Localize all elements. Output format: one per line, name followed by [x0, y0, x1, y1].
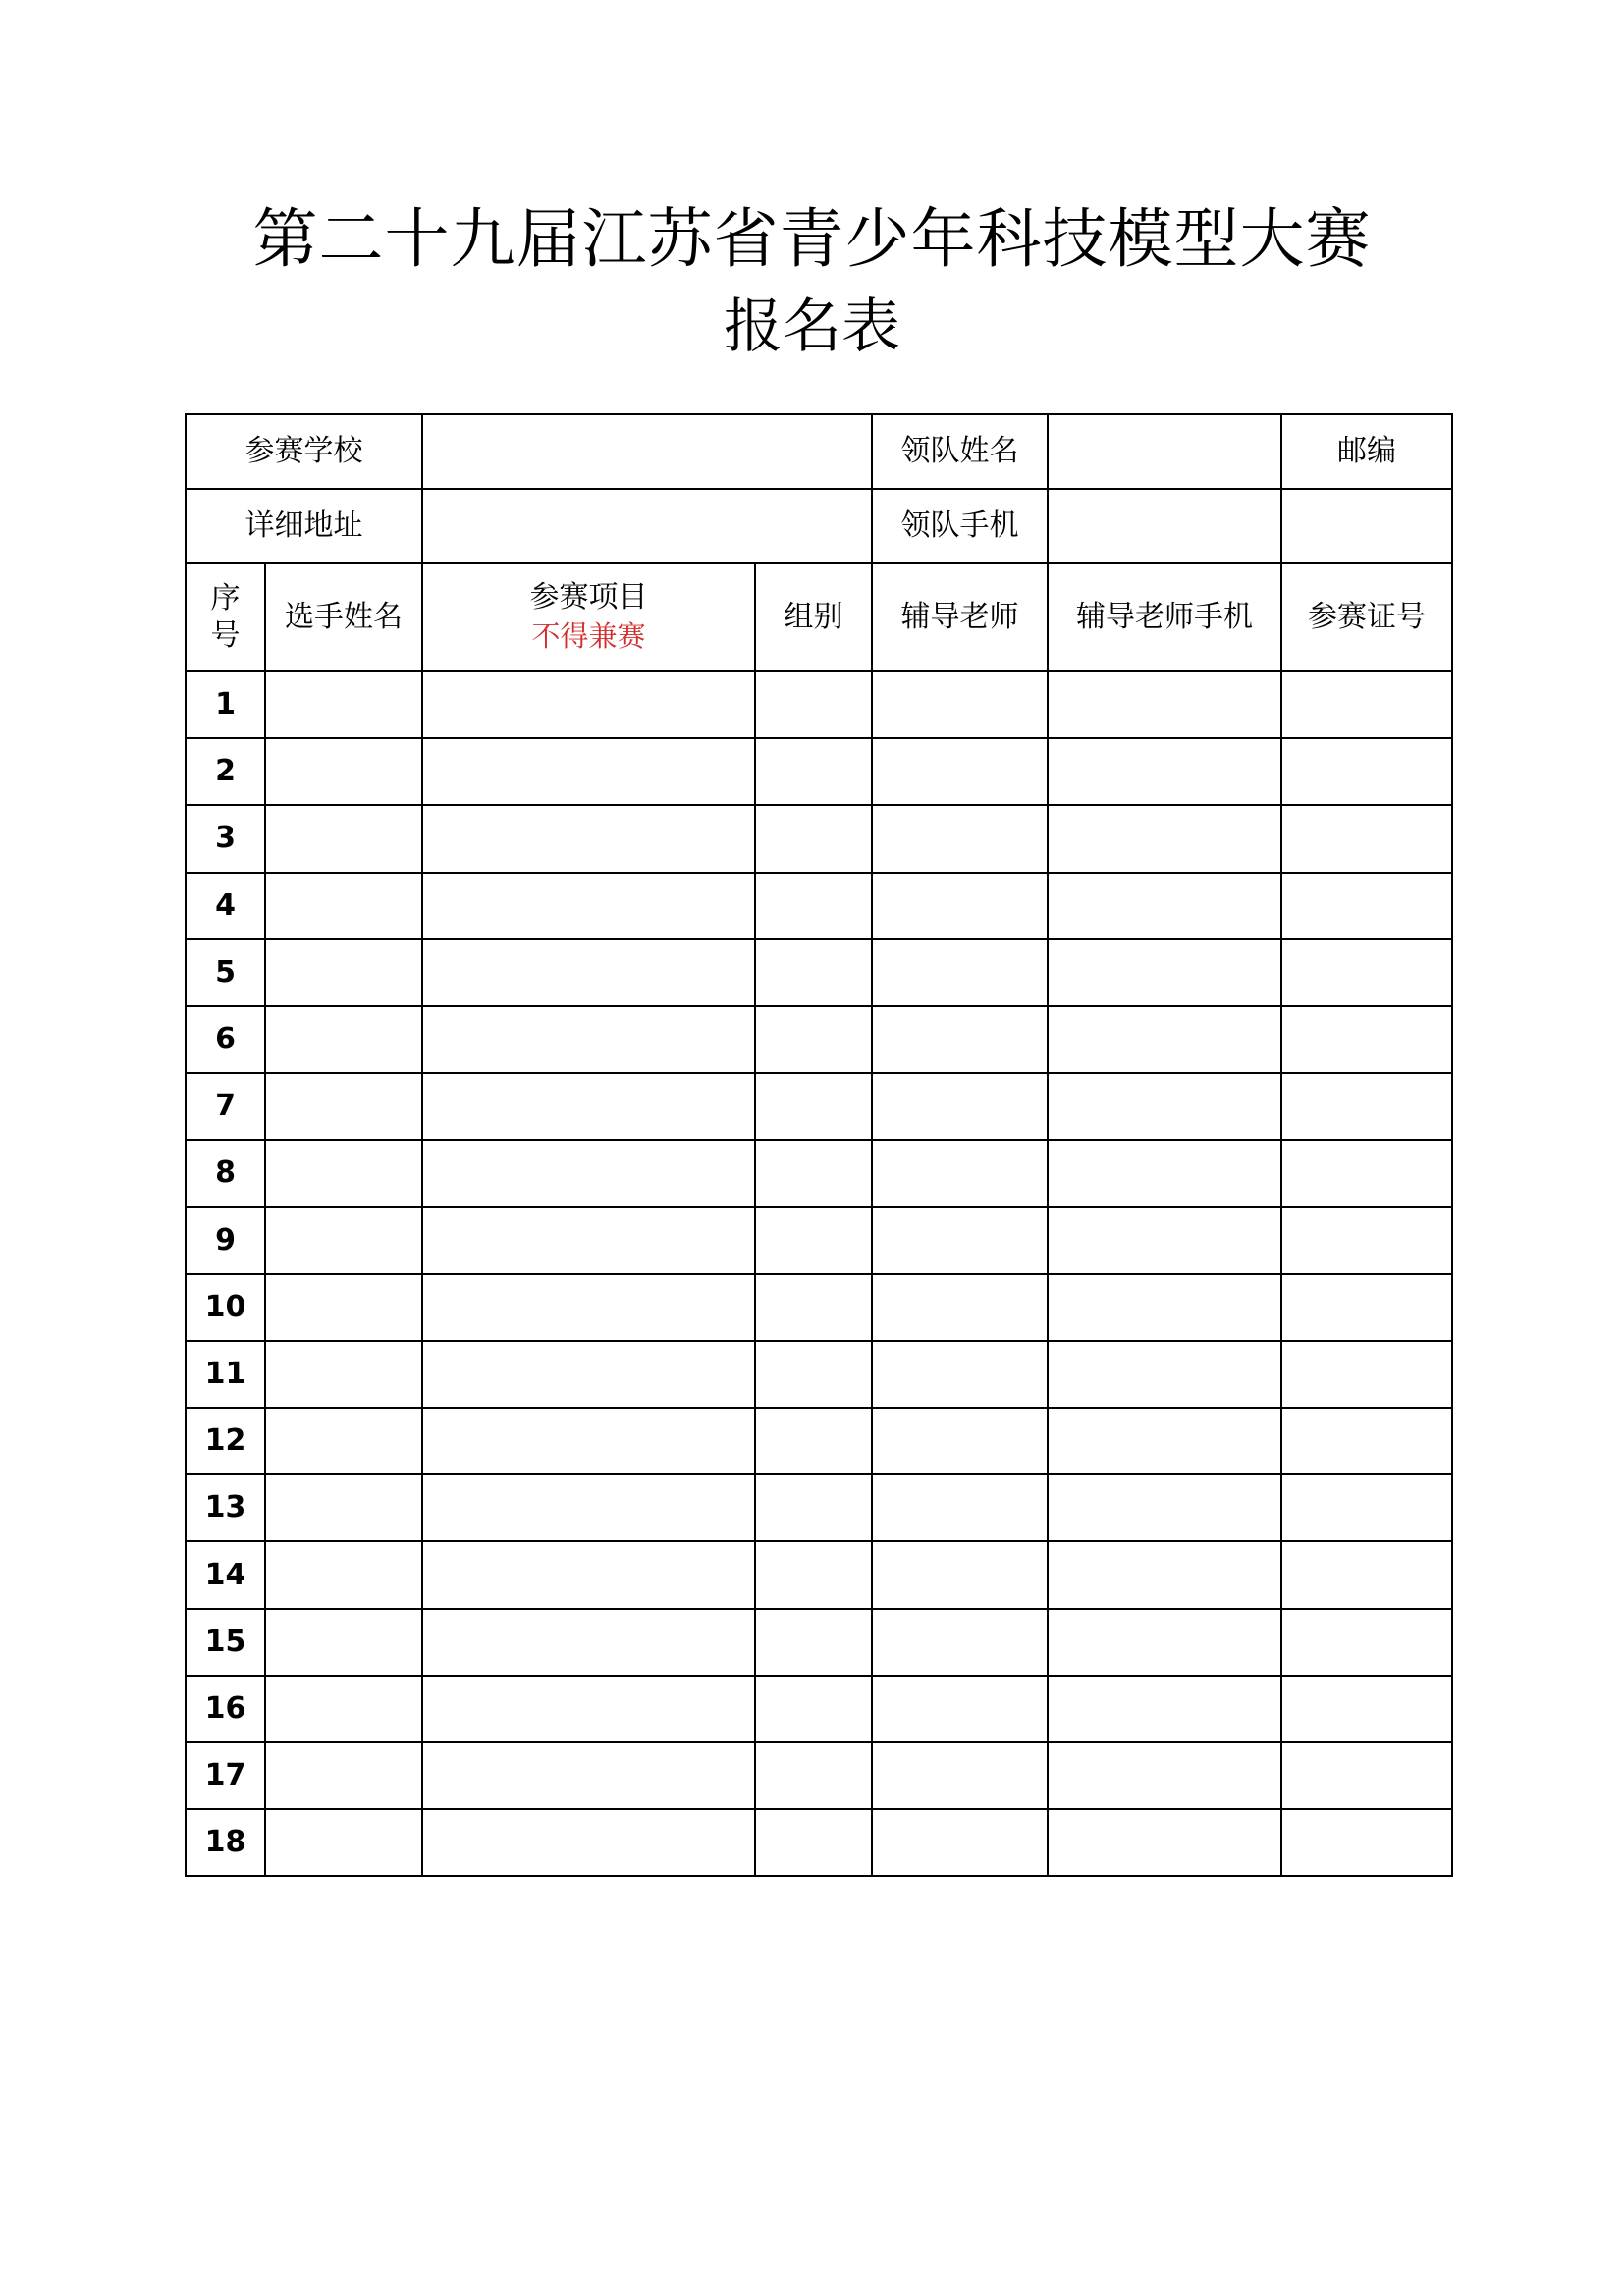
form-subtitle: 报名表	[724, 293, 900, 361]
postcode-label: 邮编	[1281, 414, 1452, 489]
row-number: 11	[186, 1341, 265, 1408]
teacher-cell[interactable]	[872, 1006, 1048, 1073]
teacher-cell[interactable]	[872, 671, 1048, 738]
entry-rows	[186, 671, 1452, 1876]
group-cell[interactable]	[755, 873, 872, 939]
info-row-school	[186, 414, 1452, 489]
entry-id-cell[interactable]	[1281, 1341, 1452, 1408]
row-number: 5	[186, 939, 265, 1006]
teacher-cell[interactable]	[872, 1341, 1048, 1408]
teacher-phone-header: 辅导老师手机	[1048, 563, 1281, 671]
teacher-phone-cell[interactable]	[1048, 1341, 1281, 1408]
event-cell[interactable]	[422, 1140, 755, 1206]
teacher-phone-cell[interactable]	[1048, 738, 1281, 805]
event-cell[interactable]	[422, 1809, 755, 1876]
leader-name-field[interactable]	[1048, 414, 1281, 489]
entry-id-cell[interactable]	[1281, 1073, 1452, 1140]
teacher-cell[interactable]	[872, 1609, 1048, 1676]
teacher-cell[interactable]	[872, 738, 1048, 805]
teacher-phone-cell[interactable]	[1048, 1474, 1281, 1541]
row-number: 3	[186, 805, 265, 872]
entry-id-cell[interactable]	[1281, 939, 1452, 1006]
teacher-phone-cell[interactable]	[1048, 1140, 1281, 1206]
table-row	[186, 1207, 1452, 1274]
teacher-phone-cell[interactable]	[1048, 873, 1281, 939]
player-name-header: 选手姓名	[265, 563, 422, 671]
teacher-header: 辅导老师	[872, 563, 1048, 671]
teacher-phone-cell[interactable]	[1048, 671, 1281, 738]
table-row	[186, 1274, 1452, 1341]
teacher-cell[interactable]	[872, 1742, 1048, 1809]
teacher-cell[interactable]	[872, 939, 1048, 1006]
table-row	[186, 1609, 1452, 1676]
event-header-note: 不得兼赛	[531, 619, 646, 653]
postcode-field[interactable]	[1281, 489, 1452, 563]
teacher-cell[interactable]	[872, 1809, 1048, 1876]
player-name-cell[interactable]	[265, 1207, 422, 1274]
table-row	[186, 1073, 1452, 1140]
event-cell[interactable]	[422, 1341, 755, 1408]
row-number: 18	[186, 1809, 265, 1876]
event-cell[interactable]	[422, 1006, 755, 1073]
event-cell[interactable]	[422, 1274, 755, 1341]
entry-id-cell[interactable]	[1281, 1809, 1452, 1876]
group-cell[interactable]	[755, 1073, 872, 1140]
row-number: 13	[186, 1474, 265, 1541]
table-row	[186, 873, 1452, 939]
group-cell[interactable]	[755, 1408, 872, 1474]
group-cell[interactable]	[755, 671, 872, 738]
teacher-phone-cell[interactable]	[1048, 939, 1281, 1006]
player-name-cell[interactable]	[265, 805, 422, 872]
player-name-cell[interactable]	[265, 873, 422, 939]
group-cell[interactable]	[755, 939, 872, 1006]
teacher-phone-cell[interactable]	[1048, 805, 1281, 872]
table-row	[186, 671, 1452, 738]
player-name-cell[interactable]	[265, 738, 422, 805]
group-cell[interactable]	[755, 1140, 872, 1206]
row-number: 10	[186, 1274, 265, 1341]
seq-header	[186, 563, 265, 671]
address-field[interactable]	[422, 489, 872, 563]
entry-id-cell[interactable]	[1281, 1274, 1452, 1341]
group-cell[interactable]	[755, 805, 872, 872]
table-row	[186, 738, 1452, 805]
player-name-cell[interactable]	[265, 1609, 422, 1676]
event-cell[interactable]	[422, 873, 755, 939]
player-name-cell[interactable]	[265, 1274, 422, 1341]
event-cell[interactable]	[422, 1073, 755, 1140]
teacher-cell[interactable]	[872, 1408, 1048, 1474]
teacher-cell[interactable]	[872, 1140, 1048, 1206]
group-cell[interactable]	[755, 1474, 872, 1541]
teacher-cell[interactable]	[872, 873, 1048, 939]
entry-id-cell[interactable]	[1281, 1742, 1452, 1809]
leader-phone-field[interactable]	[1048, 489, 1281, 563]
event-cell[interactable]	[422, 939, 755, 1006]
table-row	[186, 1809, 1452, 1876]
event-cell[interactable]	[422, 805, 755, 872]
seq-header-line2: 号	[210, 618, 241, 653]
row-number: 15	[186, 1609, 265, 1676]
teacher-phone-cell[interactable]	[1048, 1207, 1281, 1274]
entry-id-cell[interactable]	[1281, 671, 1452, 738]
group-cell[interactable]	[755, 1676, 872, 1742]
row-number: 17	[186, 1742, 265, 1809]
player-name-cell[interactable]	[265, 1140, 422, 1206]
row-number: 16	[186, 1676, 265, 1742]
teacher-phone-cell[interactable]	[1048, 1274, 1281, 1341]
entry-id-cell[interactable]	[1281, 1408, 1452, 1474]
entry-id-cell[interactable]	[1281, 873, 1452, 939]
event-cell[interactable]	[422, 1474, 755, 1541]
teacher-phone-cell[interactable]	[1048, 1609, 1281, 1676]
teacher-phone-cell[interactable]	[1048, 1073, 1281, 1140]
player-name-cell[interactable]	[265, 1676, 422, 1742]
group-cell[interactable]	[755, 1609, 872, 1676]
row-number: 12	[186, 1408, 265, 1474]
table-row	[186, 805, 1452, 872]
entry-id-cell[interactable]	[1281, 738, 1452, 805]
entry-id-header: 参赛证号	[1281, 563, 1452, 671]
row-number: 1	[186, 671, 265, 738]
event-cell[interactable]	[422, 1541, 755, 1608]
group-cell[interactable]	[755, 1541, 872, 1608]
row-number: 9	[186, 1207, 265, 1274]
group-cell[interactable]	[755, 1207, 872, 1274]
entry-id-cell[interactable]	[1281, 1609, 1452, 1676]
teacher-cell[interactable]	[872, 1474, 1048, 1541]
column-header-row	[186, 563, 1452, 671]
row-number: 2	[186, 738, 265, 805]
player-name-cell[interactable]	[265, 1006, 422, 1073]
player-name-cell[interactable]	[265, 1073, 422, 1140]
info-row-address	[186, 489, 1452, 563]
player-name-cell[interactable]	[265, 939, 422, 1006]
teacher-cell[interactable]	[872, 805, 1048, 872]
row-number: 4	[186, 873, 265, 939]
event-cell[interactable]	[422, 1408, 755, 1474]
school-label: 参赛学校	[186, 414, 422, 489]
player-name-cell[interactable]	[265, 1474, 422, 1541]
table-row	[186, 1006, 1452, 1073]
event-cell[interactable]	[422, 1609, 755, 1676]
entry-id-cell[interactable]	[1281, 805, 1452, 872]
player-name-cell[interactable]	[265, 1809, 422, 1876]
group-cell[interactable]	[755, 1742, 872, 1809]
teacher-phone-cell[interactable]	[1048, 1676, 1281, 1742]
table-row	[186, 1474, 1452, 1541]
group-cell[interactable]	[755, 738, 872, 805]
row-number: 14	[186, 1541, 265, 1608]
row-number: 7	[186, 1073, 265, 1140]
registration-table	[185, 413, 1453, 1877]
table-row	[186, 939, 1452, 1006]
group-cell[interactable]	[755, 1341, 872, 1408]
event-cell[interactable]	[422, 1676, 755, 1742]
teacher-cell[interactable]	[872, 1676, 1048, 1742]
teacher-cell[interactable]	[872, 1207, 1048, 1274]
player-name-cell[interactable]	[265, 1742, 422, 1809]
player-name-cell[interactable]	[265, 1541, 422, 1608]
leader-phone-label: 领队手机	[872, 489, 1048, 563]
player-name-cell[interactable]	[265, 1408, 422, 1474]
player-name-cell[interactable]	[265, 671, 422, 738]
event-cell[interactable]	[422, 671, 755, 738]
teacher-cell[interactable]	[872, 1274, 1048, 1341]
teacher-phone-cell[interactable]	[1048, 1408, 1281, 1474]
entry-id-cell[interactable]	[1281, 1474, 1452, 1541]
player-name-cell[interactable]	[265, 1341, 422, 1408]
table-row	[186, 1676, 1452, 1742]
table-row	[186, 1140, 1452, 1206]
row-number: 8	[186, 1140, 265, 1206]
teacher-phone-cell[interactable]	[1048, 1006, 1281, 1073]
table-row	[186, 1541, 1452, 1608]
table-row	[186, 1408, 1452, 1474]
row-number: 6	[186, 1006, 265, 1073]
event-header	[422, 563, 755, 671]
teacher-phone-cell[interactable]	[1048, 1541, 1281, 1608]
school-field[interactable]	[422, 414, 872, 489]
leader-name-label: 领队姓名	[872, 414, 1048, 489]
event-cell[interactable]	[422, 1742, 755, 1809]
teacher-cell[interactable]	[872, 1541, 1048, 1608]
seq-header-line1: 序	[210, 581, 241, 615]
group-header: 组别	[755, 563, 872, 671]
table-row	[186, 1742, 1452, 1809]
teacher-phone-cell[interactable]	[1048, 1742, 1281, 1809]
teacher-cell[interactable]	[872, 1073, 1048, 1140]
entry-id-cell[interactable]	[1281, 1541, 1452, 1608]
event-cell[interactable]	[422, 738, 755, 805]
teacher-phone-cell[interactable]	[1048, 1809, 1281, 1876]
event-cell[interactable]	[422, 1207, 755, 1274]
entry-id-cell[interactable]	[1281, 1006, 1452, 1073]
entry-id-cell[interactable]	[1281, 1207, 1452, 1274]
group-cell[interactable]	[755, 1809, 872, 1876]
address-label: 详细地址	[186, 489, 422, 563]
entry-id-cell[interactable]	[1281, 1140, 1452, 1206]
group-cell[interactable]	[755, 1006, 872, 1073]
entry-id-cell[interactable]	[1281, 1676, 1452, 1742]
group-cell[interactable]	[755, 1274, 872, 1341]
table-row	[186, 1341, 1452, 1408]
event-header-label: 参赛项目	[529, 580, 648, 614]
form-title: 第二十九届江苏省青少年科技模型大赛	[252, 201, 1372, 277]
